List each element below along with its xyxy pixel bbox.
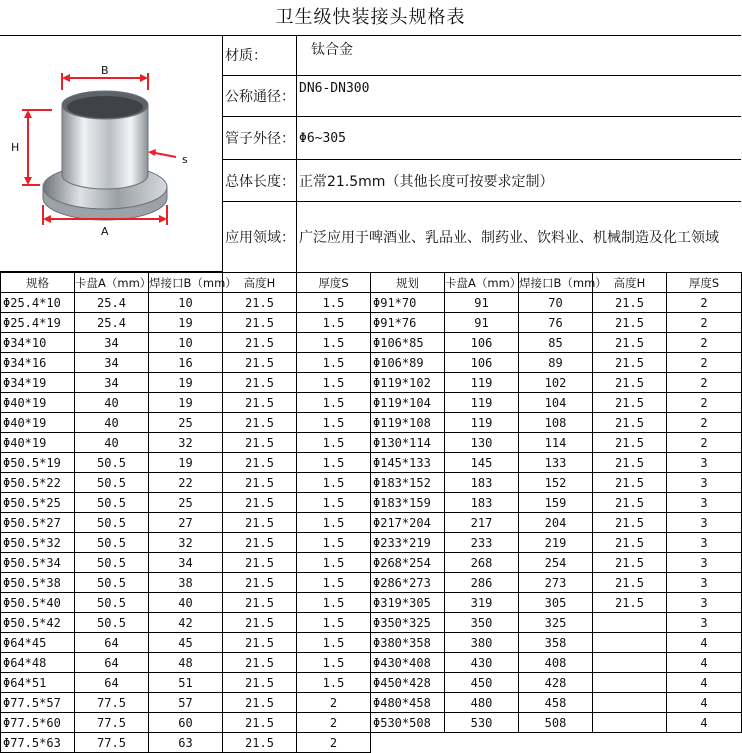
spec-value: 正常21.5mm（其他长度可按要求定制） [299, 173, 554, 190]
size-cell: Φ64*51 [1, 673, 75, 693]
table-cell: 21.5 [223, 553, 297, 573]
table-cell: 2 [667, 373, 742, 393]
table-cell: 21.5 [223, 473, 297, 493]
table-cell: 19 [149, 453, 223, 473]
table-cell: 21.5 [593, 513, 667, 533]
table-cell: 21.5 [593, 453, 667, 473]
ferrule-illustration [0, 35, 222, 271]
spec-label: 材质： [225, 48, 267, 64]
table-cell: 286 [445, 573, 519, 593]
table-cell: 50.5 [75, 533, 149, 553]
table-cell: 358 [519, 633, 593, 653]
column-header: 厚度S [297, 273, 371, 293]
size-cell: Φ34*16 [1, 353, 75, 373]
table-cell: 34 [75, 353, 149, 373]
table-cell: 91 [445, 313, 519, 333]
size-cell: Φ217*204 [371, 513, 445, 533]
table-cell: 40 [75, 433, 149, 453]
table-cell: 1.5 [297, 373, 371, 393]
size-cell: Φ450*428 [371, 673, 445, 693]
table-cell: 4 [667, 653, 742, 673]
table-cell: 114 [519, 433, 593, 453]
table-cell: 50.5 [75, 613, 149, 633]
table-cell: 428 [519, 673, 593, 693]
table-cell: 50.5 [75, 593, 149, 613]
column-header: 焊接口B（mm） [149, 273, 223, 293]
table-cell: 2 [667, 413, 742, 433]
table-row [1, 373, 742, 393]
table-cell: 450 [445, 673, 519, 693]
table-cell: 21.5 [223, 593, 297, 613]
size-cell: Φ183*159 [371, 493, 445, 513]
size-cell: Φ183*152 [371, 473, 445, 493]
table-cell [593, 653, 667, 673]
table-row [1, 653, 742, 673]
table-cell: 25 [149, 413, 223, 433]
table-cell: 50.5 [75, 453, 149, 473]
table-cell: 57 [149, 693, 223, 713]
table-row [1, 593, 742, 613]
size-cell: Φ530*508 [371, 713, 445, 733]
table-cell: 408 [519, 653, 593, 673]
page-title: 卫生级快装接头规格表 [0, 0, 741, 36]
table-cell: 21.5 [223, 653, 297, 673]
table-cell: 45 [149, 633, 223, 653]
table-row [1, 713, 742, 733]
size-cell: Φ268*254 [371, 553, 445, 573]
table-cell: 22 [149, 473, 223, 493]
table-cell: 21.5 [223, 293, 297, 313]
table-cell: 2 [667, 393, 742, 413]
table-cell: 21.5 [593, 573, 667, 593]
table-cell [593, 673, 667, 693]
size-cell: Φ77.5*57 [1, 693, 75, 713]
spec-label: 管子外径： [225, 131, 295, 147]
spec-label: 公称通径： [225, 89, 295, 105]
table-cell [593, 733, 667, 753]
size-cell: Φ480*458 [371, 693, 445, 713]
table-cell: 32 [149, 533, 223, 553]
spec-value: DN6-DN300 [299, 80, 370, 96]
size-cell: Φ233*219 [371, 533, 445, 553]
table-cell: 4 [667, 713, 742, 733]
label-h: H [11, 141, 20, 154]
table-cell: 102 [519, 373, 593, 393]
table-cell: 21.5 [223, 433, 297, 453]
table-cell: 10 [149, 293, 223, 313]
size-cell: Φ91*76 [371, 313, 445, 333]
spec-value: 钛合金 [311, 42, 353, 58]
label-b: B [101, 64, 109, 77]
table-cell: 21.5 [593, 473, 667, 493]
table-row [1, 693, 742, 713]
spec-row-nominal-diameter [223, 76, 741, 117]
table-cell: 21.5 [593, 553, 667, 573]
table-cell: 21.5 [223, 313, 297, 333]
size-cell: Φ40*19 [1, 393, 75, 413]
table-cell: 458 [519, 693, 593, 713]
table-cell: 4 [667, 633, 742, 653]
table-cell: 21.5 [593, 493, 667, 513]
table-cell: 1.5 [297, 473, 371, 493]
table-cell: 1.5 [297, 453, 371, 473]
table-cell: 219 [519, 533, 593, 553]
size-cell: Φ130*114 [371, 433, 445, 453]
table-cell: 25.4 [75, 313, 149, 333]
size-cell: Φ119*108 [371, 413, 445, 433]
table-cell: 21.5 [593, 293, 667, 313]
size-cell: Φ25.4*10 [1, 293, 75, 313]
table-cell: 77.5 [75, 713, 149, 733]
table-cell: 119 [445, 413, 519, 433]
table-cell: 268 [445, 553, 519, 573]
table-cell: 50.5 [75, 473, 149, 493]
size-cell: Φ380*358 [371, 633, 445, 653]
table-cell: 3 [667, 473, 742, 493]
column-header: 规格 [1, 273, 75, 293]
table-cell: 21.5 [223, 713, 297, 733]
table-cell: 106 [445, 333, 519, 353]
table-cell [593, 713, 667, 733]
table-cell: 25.4 [75, 293, 149, 313]
table-cell: 19 [149, 313, 223, 333]
table-cell: 21.5 [223, 613, 297, 633]
size-cell: Φ50.5*22 [1, 473, 75, 493]
table-cell [445, 733, 519, 753]
table-cell: 48 [149, 653, 223, 673]
table-cell: 3 [667, 493, 742, 513]
table-cell: 21.5 [593, 373, 667, 393]
table-cell: 76 [519, 313, 593, 333]
table-cell: 64 [75, 633, 149, 653]
table-cell: 10 [149, 333, 223, 353]
table-row [1, 513, 742, 533]
table-row [1, 473, 742, 493]
table-cell: 480 [445, 693, 519, 713]
spec-row-application [223, 202, 741, 273]
table-cell: 89 [519, 353, 593, 373]
size-cell: Φ119*102 [371, 373, 445, 393]
table-cell: 21.5 [223, 693, 297, 713]
table-cell: 1.5 [297, 393, 371, 413]
table-cell: 21.5 [593, 593, 667, 613]
table-cell: 4 [667, 693, 742, 713]
table-cell: 64 [75, 673, 149, 693]
spec-label: 总体长度： [225, 173, 295, 190]
table-cell: 40 [75, 413, 149, 433]
size-cell: Φ50.5*27 [1, 513, 75, 533]
table-cell: 1.5 [297, 413, 371, 433]
table-row [1, 333, 742, 353]
table-cell: 21.5 [223, 393, 297, 413]
label-a: A [101, 225, 109, 238]
table-cell: 21.5 [223, 573, 297, 593]
table-cell: 2 [667, 313, 742, 333]
table-row [1, 533, 742, 553]
size-cell: Φ430*408 [371, 653, 445, 673]
table-cell: 25 [149, 493, 223, 513]
table-cell: 21.5 [593, 393, 667, 413]
table-cell: 2 [297, 733, 371, 753]
table-cell: 530 [445, 713, 519, 733]
size-cell: Φ350*325 [371, 613, 445, 633]
table-cell: 350 [445, 613, 519, 633]
column-header: 卡盘A（mm） [75, 273, 149, 293]
table-cell: 3 [667, 553, 742, 573]
table-row [1, 453, 742, 473]
size-cell: Φ119*104 [371, 393, 445, 413]
table-cell: 21.5 [593, 313, 667, 333]
table-cell: 1.5 [297, 353, 371, 373]
table-cell [593, 633, 667, 653]
table-cell: 40 [149, 593, 223, 613]
column-header: 高度H [593, 273, 667, 293]
table-cell: 233 [445, 533, 519, 553]
table-cell: 152 [519, 473, 593, 493]
label-s: s [182, 153, 188, 166]
table-cell: 63 [149, 733, 223, 753]
table-cell: 4 [667, 673, 742, 693]
table-cell: 108 [519, 413, 593, 433]
size-cell: Φ50.5*42 [1, 613, 75, 633]
table-cell: 2 [667, 333, 742, 353]
size-cell: Φ106*85 [371, 333, 445, 353]
table-cell: 2 [297, 713, 371, 733]
table-row [1, 433, 742, 453]
size-cell: Φ50.5*40 [1, 593, 75, 613]
table-row [1, 673, 742, 693]
column-header: 焊接口B（mm） [519, 273, 593, 293]
table-cell: 3 [667, 573, 742, 593]
table-cell: 27 [149, 513, 223, 533]
table-cell: 40 [75, 393, 149, 413]
table-row [1, 613, 742, 633]
table-cell: 204 [519, 513, 593, 533]
spec-value: 广泛应用于啤酒业、乳品业、制药业、饮料业、机械制造及化工领域 [299, 230, 719, 246]
table-cell: 21.5 [223, 533, 297, 553]
table-cell: 50.5 [75, 493, 149, 513]
table-row [1, 493, 742, 513]
table-cell: 159 [519, 493, 593, 513]
table-cell: 106 [445, 353, 519, 373]
table-cell: 1.5 [297, 613, 371, 633]
table-cell: 1.5 [297, 293, 371, 313]
table-cell [519, 733, 593, 753]
table-cell: 319 [445, 593, 519, 613]
table-cell: 50.5 [75, 573, 149, 593]
table-cell: 3 [667, 453, 742, 473]
table-cell: 3 [667, 613, 742, 633]
table-cell: 21.5 [223, 493, 297, 513]
table-cell: 19 [149, 373, 223, 393]
table-cell: 21.5 [223, 453, 297, 473]
table-cell: 1.5 [297, 633, 371, 653]
table-cell: 273 [519, 573, 593, 593]
table-cell: 21.5 [223, 513, 297, 533]
table-row [1, 573, 742, 593]
table-cell: 77.5 [75, 693, 149, 713]
size-cell: Φ34*10 [1, 333, 75, 353]
table-cell: 42 [149, 613, 223, 633]
table-cell: 64 [75, 653, 149, 673]
table-cell: 145 [445, 453, 519, 473]
table-cell: 21.5 [593, 433, 667, 453]
table-cell: 19 [149, 393, 223, 413]
table-cell: 51 [149, 673, 223, 693]
table-cell: 34 [75, 333, 149, 353]
size-cell: Φ64*45 [1, 633, 75, 653]
table-cell [667, 733, 742, 753]
size-cell: Φ50.5*25 [1, 493, 75, 513]
table-cell: 254 [519, 553, 593, 573]
table-cell: 217 [445, 513, 519, 533]
fitting-diagram [0, 35, 223, 272]
table-row [1, 633, 742, 653]
size-cell: Φ64*48 [1, 653, 75, 673]
size-cell: Φ106*89 [371, 353, 445, 373]
table-cell: 21.5 [223, 673, 297, 693]
table-cell: 380 [445, 633, 519, 653]
table-cell: 1.5 [297, 433, 371, 453]
size-cell: Φ40*19 [1, 413, 75, 433]
table-cell: 34 [149, 553, 223, 573]
table-cell: 325 [519, 613, 593, 633]
column-header: 高度H [223, 273, 297, 293]
table-cell: 2 [667, 353, 742, 373]
size-cell: Φ50.5*19 [1, 453, 75, 473]
spec-label: 应用领域： [225, 230, 295, 246]
size-cell: Φ25.4*19 [1, 313, 75, 333]
size-cell: Φ77.5*60 [1, 713, 75, 733]
table-row [1, 313, 742, 333]
table-cell [593, 613, 667, 633]
table-cell: 21.5 [223, 413, 297, 433]
size-cell: Φ286*273 [371, 573, 445, 593]
size-table [0, 272, 742, 753]
table-cell: 1.5 [297, 553, 371, 573]
table-cell: 3 [667, 513, 742, 533]
column-header: 规划 [371, 273, 445, 293]
size-cell: Φ50.5*38 [1, 573, 75, 593]
table-cell: 60 [149, 713, 223, 733]
table-cell: 34 [75, 373, 149, 393]
table-cell: 21.5 [593, 533, 667, 553]
column-header: 厚度S [667, 273, 742, 293]
size-cell [371, 733, 445, 753]
table-cell: 1.5 [297, 313, 371, 333]
table-cell: 91 [445, 293, 519, 313]
table-header-row [1, 273, 742, 293]
size-cell: Φ50.5*34 [1, 553, 75, 573]
table-cell: 2 [297, 693, 371, 713]
size-cell: Φ40*19 [1, 433, 75, 453]
table-cell: 50.5 [75, 513, 149, 533]
table-cell: 183 [445, 493, 519, 513]
size-cell: Φ50.5*32 [1, 533, 75, 553]
table-cell: 1.5 [297, 533, 371, 553]
table-row [1, 413, 742, 433]
column-header: 卡盘A（mm） [445, 273, 519, 293]
table-cell: 21.5 [223, 333, 297, 353]
table-row [1, 293, 742, 313]
table-cell: 21.5 [223, 373, 297, 393]
table-cell: 1.5 [297, 333, 371, 353]
table-cell: 3 [667, 533, 742, 553]
table-cell: 305 [519, 593, 593, 613]
table-cell: 119 [445, 393, 519, 413]
table-cell: 85 [519, 333, 593, 353]
size-cell: Φ34*19 [1, 373, 75, 393]
table-cell: 1.5 [297, 673, 371, 693]
table-row [1, 733, 742, 753]
table-cell: 104 [519, 393, 593, 413]
table-cell: 130 [445, 433, 519, 453]
table-cell: 133 [519, 453, 593, 473]
table-cell: 183 [445, 473, 519, 493]
table-cell: 21.5 [223, 733, 297, 753]
spec-value: Φ6~305 [299, 130, 346, 146]
size-cell: Φ77.5*63 [1, 733, 75, 753]
table-row [1, 393, 742, 413]
size-cell: Φ91*70 [371, 293, 445, 313]
size-cell: Φ319*305 [371, 593, 445, 613]
table-cell: 38 [149, 573, 223, 593]
table-cell: 508 [519, 713, 593, 733]
table-cell: 3 [667, 593, 742, 613]
spec-row-length [223, 160, 741, 202]
table-cell: 1.5 [297, 513, 371, 533]
table-cell [593, 693, 667, 713]
table-cell: 1.5 [297, 653, 371, 673]
table-cell: 70 [519, 293, 593, 313]
table-cell: 77.5 [75, 733, 149, 753]
table-cell: 2 [667, 293, 742, 313]
table-cell: 2 [667, 433, 742, 453]
table-cell: 119 [445, 373, 519, 393]
table-cell: 1.5 [297, 573, 371, 593]
table-cell: 21.5 [223, 633, 297, 653]
table-cell: 16 [149, 353, 223, 373]
table-cell: 32 [149, 433, 223, 453]
table-cell: 21.5 [223, 353, 297, 373]
table-cell: 50.5 [75, 553, 149, 573]
table-cell: 21.5 [593, 333, 667, 353]
table-row [1, 353, 742, 373]
spec-row-outer-diameter [223, 117, 741, 160]
table-cell: 1.5 [297, 493, 371, 513]
size-cell: Φ145*133 [371, 453, 445, 473]
table-cell: 430 [445, 653, 519, 673]
table-cell: 1.5 [297, 593, 371, 613]
table-cell: 21.5 [593, 413, 667, 433]
table-cell: 21.5 [593, 353, 667, 373]
table-row [1, 553, 742, 573]
